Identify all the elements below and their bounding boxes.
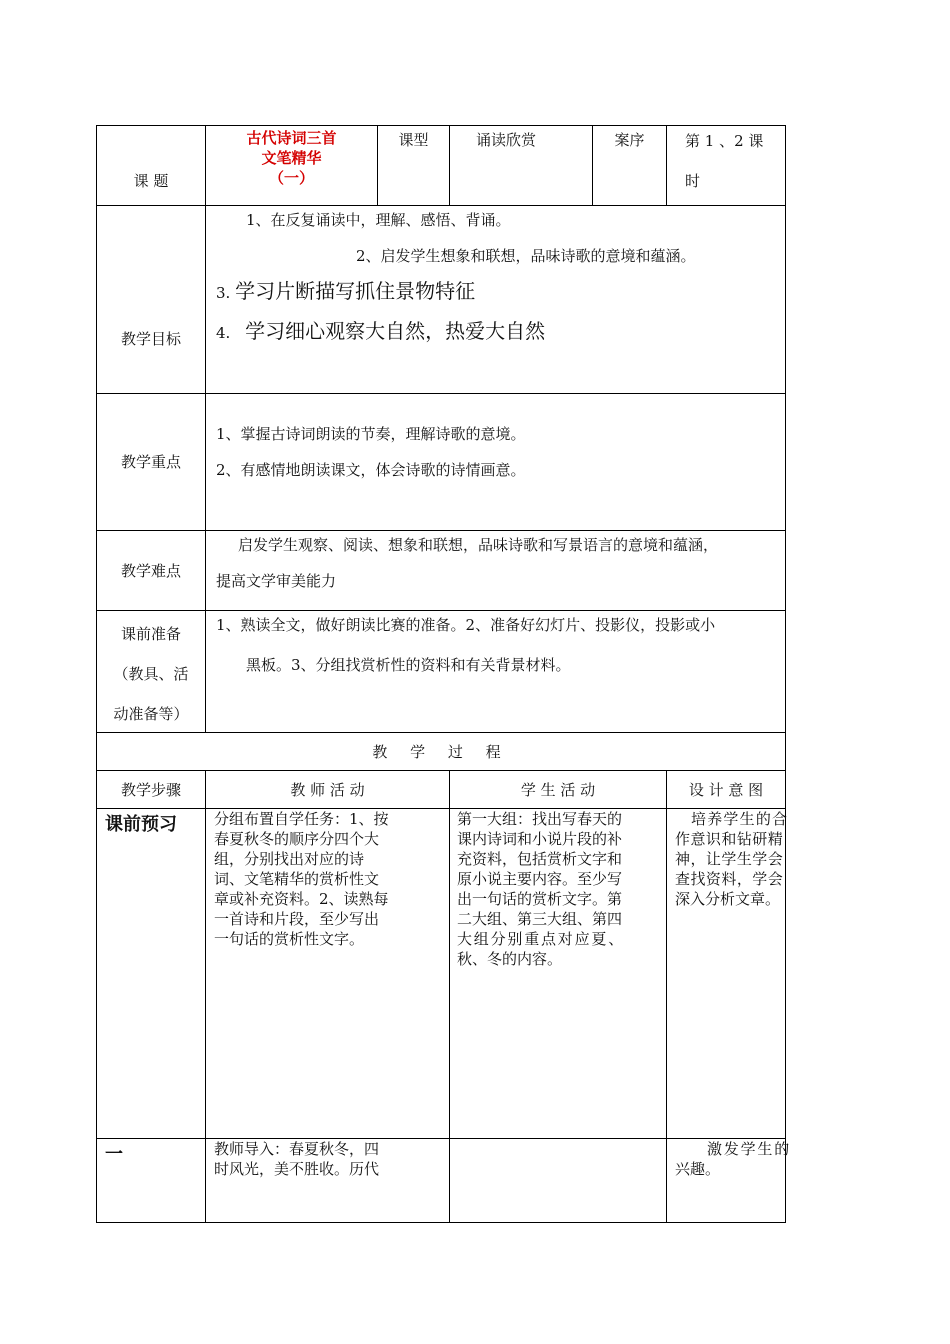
teacher-line: 组，分别找出对应的诗: [214, 850, 365, 868]
intent-line: 查找资料，学会: [675, 870, 784, 888]
preparation-label-line-2: （教具、活: [113, 664, 189, 683]
step-cell: [97, 809, 206, 1139]
process-row-preview: [97, 809, 786, 1139]
intent-line: 兴趣。: [675, 1160, 721, 1178]
student-line: 二大组、第三大组、第四: [457, 910, 623, 928]
student-activity-cell: [450, 1139, 667, 1223]
difficulties-line-2: 提高文学审美能力: [216, 572, 337, 590]
col-student-header: 学 生 活 动: [450, 771, 667, 809]
preparation-label-line-1: 课前准备: [120, 624, 181, 643]
student-line: 课内诗词和小说片段的补: [457, 830, 623, 848]
topic-label: 课 题: [97, 126, 206, 206]
col-intent-header: 设 计 意 图: [667, 771, 786, 809]
key-points-label: 教学重点: [97, 394, 206, 531]
goal-item-3-num: 3.: [216, 284, 231, 302]
teacher-line: 一句话的赏析性文字。: [214, 930, 365, 948]
key-points-row: [97, 394, 786, 531]
lesson-plan-sheet: [96, 125, 792, 1223]
teacher-line: 时风光，美不胜收。历代: [214, 1160, 380, 1178]
goal-item-4: [216, 316, 785, 348]
teacher-line: 一首诗和片段，至少写出: [214, 910, 380, 928]
teacher-line: 春夏秋冬的顺序分四个大: [214, 830, 380, 848]
process-title-text: 教 学 过 程: [372, 742, 510, 761]
goal-item-3: [216, 276, 785, 308]
design-intent-cell: [667, 1139, 792, 1223]
student-line: 出一句话的赏析文字。第: [457, 890, 623, 908]
key-points-content: [206, 394, 786, 531]
lesson-plan-table: [96, 125, 792, 1223]
lesson-title-line-1: 古代诗词三首: [246, 129, 337, 147]
goal-item-4-text: 学习细心观察大自然，热爱大自然: [245, 319, 546, 343]
goals-content: [206, 206, 786, 394]
difficulties-label: 教学难点: [97, 531, 206, 611]
intent-line: 培养学生的合: [691, 810, 789, 828]
teacher-line: 词、文笔精华的赏析性文: [214, 870, 380, 888]
col-step-header: 教学步骤: [97, 771, 206, 809]
difficulties-line-1: 启发学生观察、阅读、想象和联想，品味诗歌和写景语言的意境和蕴涵，: [238, 536, 719, 554]
goals-label: 教学目标: [97, 206, 206, 394]
teacher-line: 分组布置自学任务：1、按: [214, 810, 389, 828]
type-value: 诵读欣赏: [450, 126, 593, 206]
order-value-line-1: 第 1 、2 课: [685, 132, 764, 150]
order-value: [667, 126, 786, 206]
student-line: 第一大组：找出写春天的: [457, 810, 623, 828]
teacher-line: 教师导入：春夏秋冬，四: [214, 1140, 380, 1158]
difficulties-row: [97, 531, 786, 611]
step-cell: [97, 1139, 206, 1223]
process-header-row: [97, 771, 786, 809]
student-line: 大组分别重点对应夏、: [457, 930, 626, 948]
difficulties-content: [206, 531, 786, 611]
goal-item-4-num: 4.: [216, 324, 231, 342]
goals-row: [97, 206, 786, 394]
preparation-row: [97, 611, 786, 733]
process-row-step-one: [97, 1139, 786, 1223]
order-value-line-2: 时: [685, 172, 701, 190]
process-title: [97, 733, 786, 771]
student-activity-cell: [450, 809, 667, 1139]
key-point-1: 1、掌握古诗词朗读的节奏，理解诗歌的意境。: [216, 425, 526, 443]
preparation-label: [97, 611, 206, 733]
order-label: 案序: [593, 126, 667, 206]
preparation-content: [206, 611, 786, 733]
student-line: 秋、冬的内容。: [457, 950, 563, 968]
col-teacher-header: 教 师 活 动: [206, 771, 450, 809]
intent-line: 神，让学生学会: [675, 850, 784, 868]
design-intent-cell: [667, 809, 789, 1139]
header-row: [97, 126, 786, 206]
goal-item-2: 2、启发学生想象和联想，品味诗歌的意境和蕴涵。: [356, 247, 696, 265]
teacher-activity-cell: [206, 809, 450, 1139]
lesson-title-line-2: 文笔精华: [261, 149, 322, 167]
preparation-label-line-3: 动准备等）: [113, 704, 189, 723]
intent-line: 激发学生的: [707, 1140, 792, 1158]
key-point-2: 2、有感情地朗读课文，体会诗歌的诗情画意。: [216, 461, 526, 479]
intent-line: 作意识和钻研精: [675, 830, 784, 848]
student-line: 充资料，包括赏析文字和: [457, 850, 623, 868]
lesson-title: [206, 126, 378, 206]
student-line: 原小说主要内容。至少写: [457, 870, 623, 888]
goal-item-3-text: 学习片断描写抓住景物特征: [235, 279, 476, 303]
teacher-line: 章或补充资料。2、读熟每: [214, 890, 389, 908]
step-name: 一: [105, 1144, 123, 1165]
goal-item-1: 1、在反复诵读中，理解、感悟、背诵。: [246, 211, 511, 229]
step-name: 课前预习: [105, 814, 177, 835]
lesson-title-line-3: （一）: [268, 169, 314, 187]
process-title-row: [97, 733, 786, 771]
intent-line: 深入分析文章。: [675, 890, 781, 908]
preparation-line-1: 1、熟读全文，做好朗读比赛的准备。2、准备好幻灯片、投影仪，投影或小: [216, 616, 716, 634]
type-label: 课型: [378, 126, 450, 206]
teacher-activity-cell: [206, 1139, 450, 1223]
preparation-line-2: 黑板。3、分组找赏析性的资料和有关背景材料。: [246, 656, 571, 674]
